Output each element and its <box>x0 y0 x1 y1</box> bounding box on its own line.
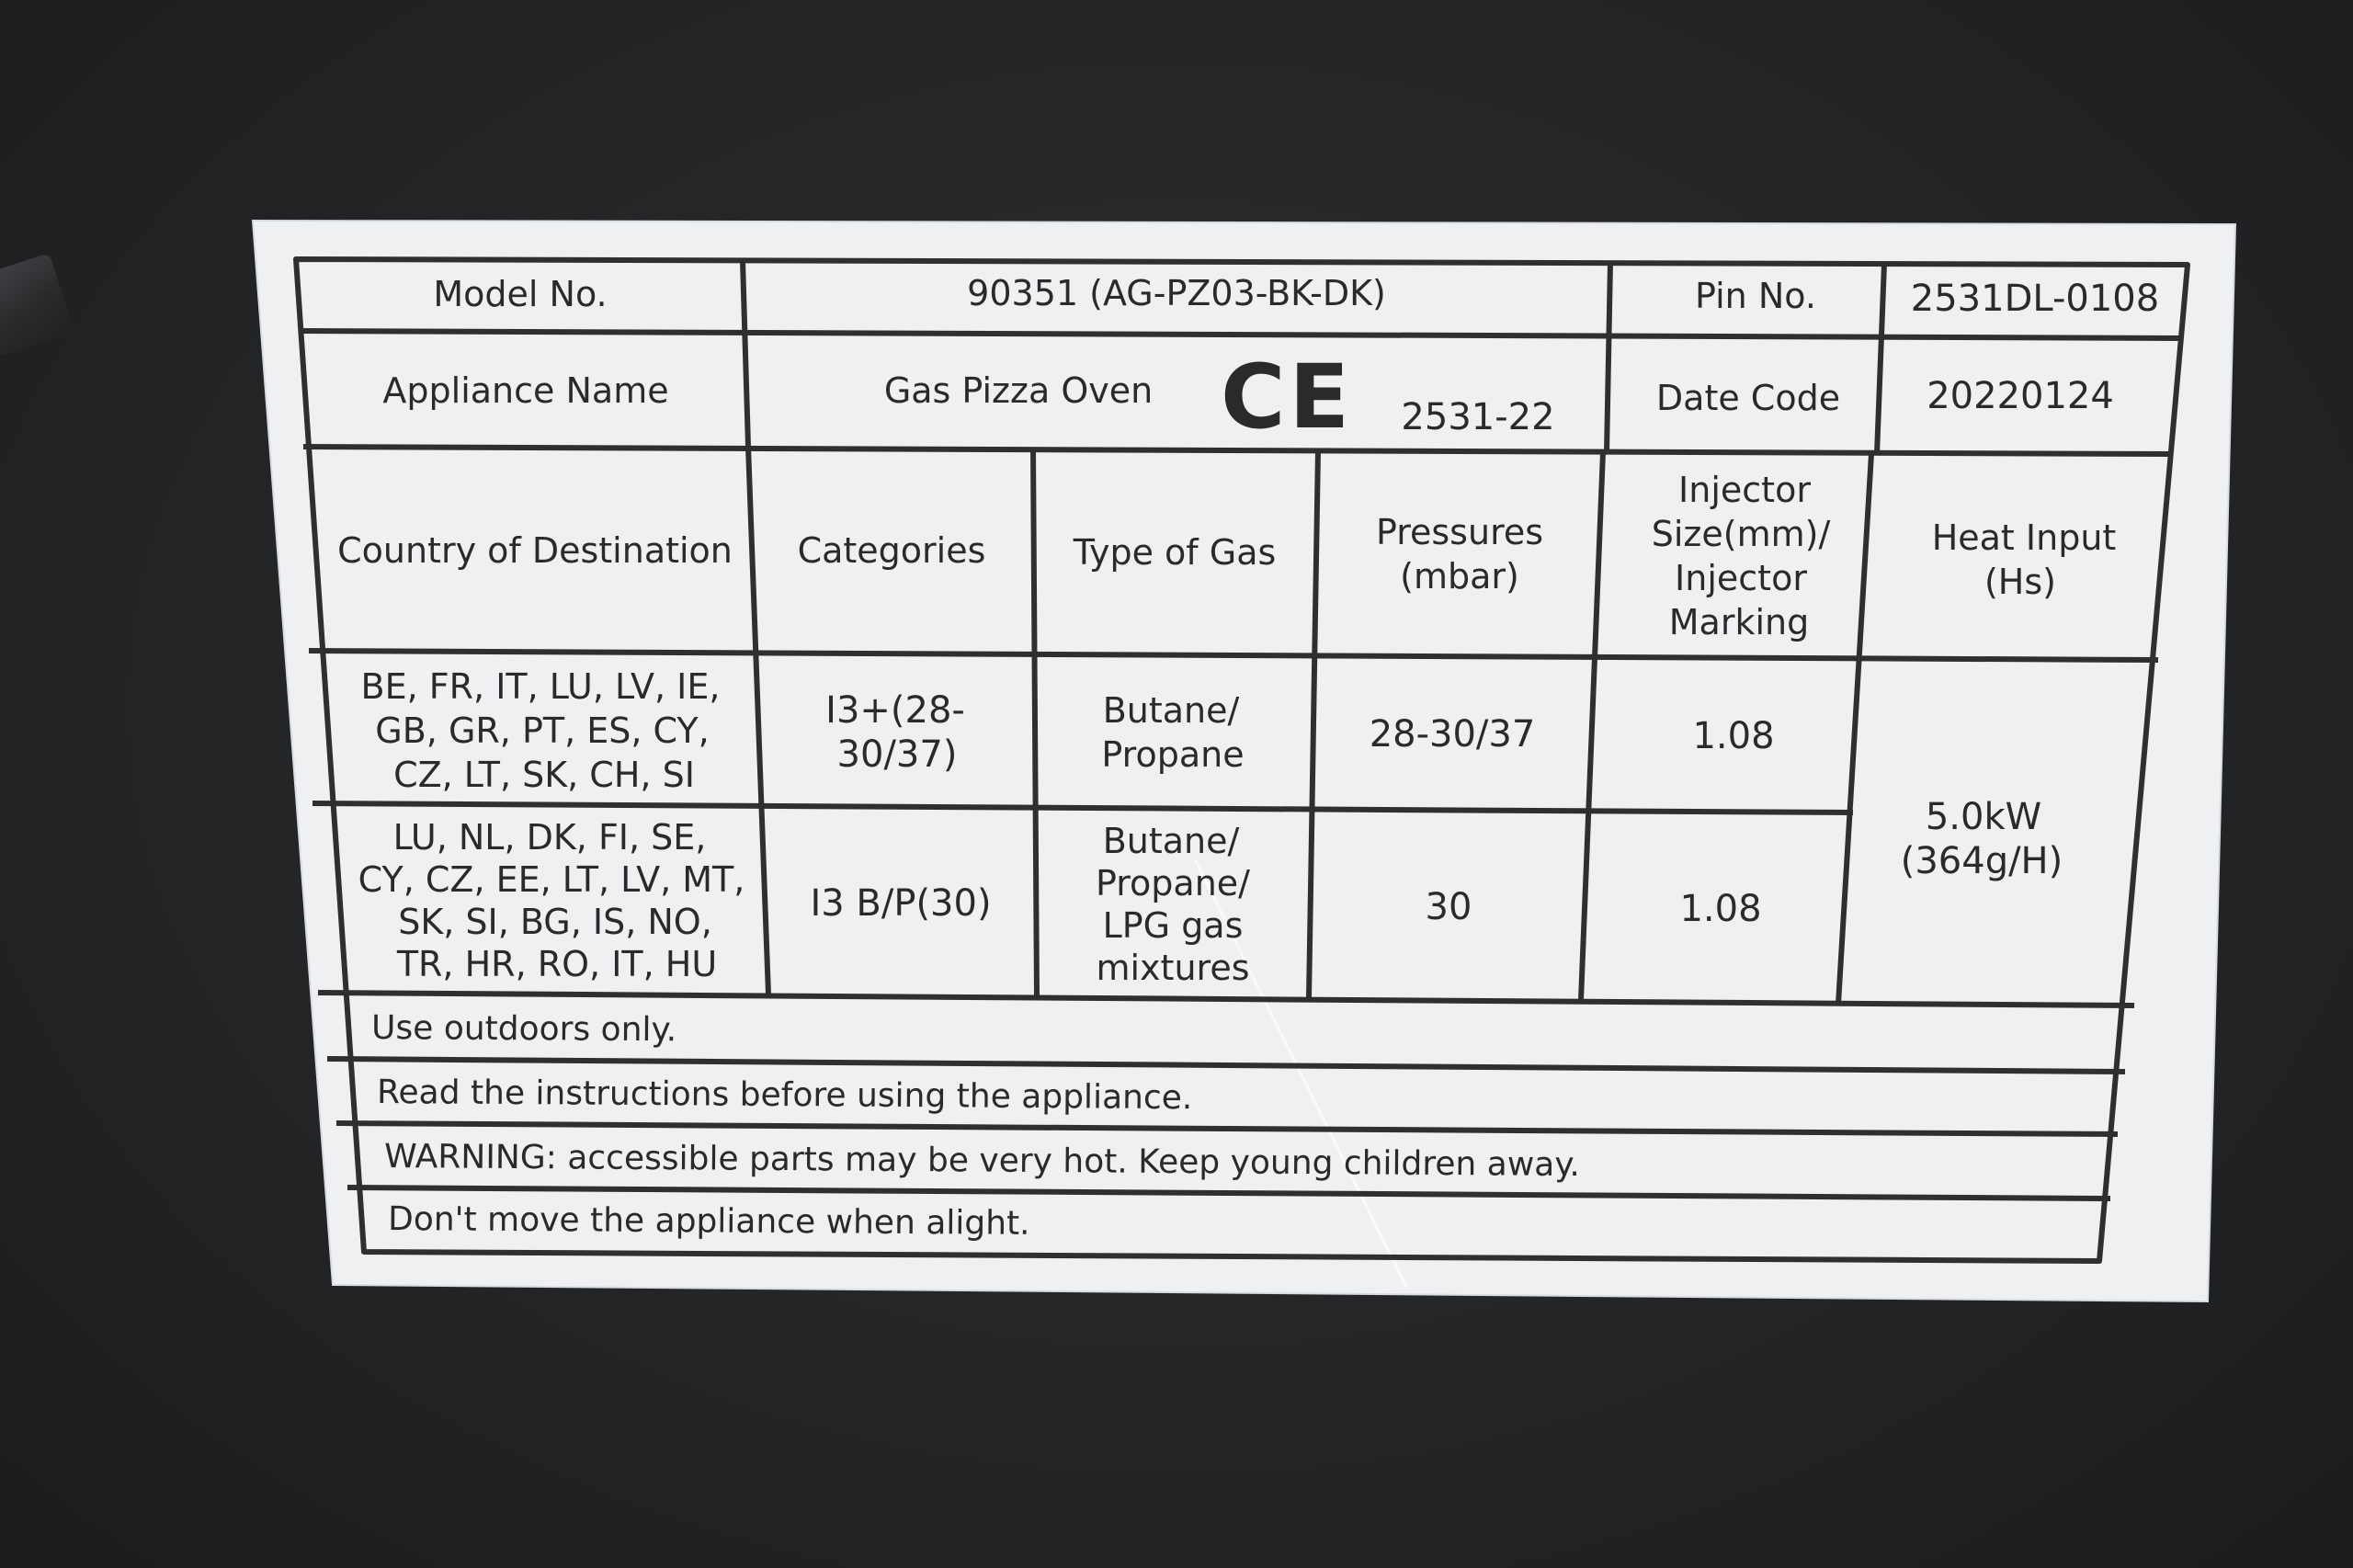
date-code-value: 20220124 <box>1927 375 2114 417</box>
country-line: BE, FR, IT, LU, LV, IE, <box>360 666 721 707</box>
row-2-category <box>810 882 991 925</box>
gas-line: mixtures <box>1096 948 1250 988</box>
pin-number-label: Pin No. <box>1695 276 1816 316</box>
appliance-name-value: Gas Pizza Oven <box>883 370 1154 411</box>
notice-outdoors: Use outdoors only. <box>370 1009 677 1050</box>
pressures-header-line: (mbar) <box>1400 556 1519 597</box>
notice-do-not-move: Don't move the appliance when alight. <box>387 1200 1030 1243</box>
row-1-countries <box>361 666 721 795</box>
ce-mark: CE <box>1220 346 1354 449</box>
gas-line: Butane/ <box>1102 690 1240 731</box>
injector-header-line: Marking <box>1668 602 1810 642</box>
pressures-header-line: Pressures <box>1375 512 1544 552</box>
category-line: I3+(28- <box>825 689 965 732</box>
row-2-pressure: 30 <box>1425 886 1472 928</box>
country-line: CY, CZ, EE, LT, LV, MT, <box>358 859 745 900</box>
categories-header: Categories <box>797 530 986 571</box>
injector-header-line: Size(mm)/ <box>1651 514 1831 554</box>
category-line: I3 B/P(30) <box>810 882 992 925</box>
gas-line: LPG gas <box>1102 905 1244 946</box>
type-of-gas-header: Type of Gas <box>1073 532 1277 573</box>
gas-line: Propane <box>1101 734 1245 775</box>
country-line: LU, NL, DK, FI, SE, <box>392 817 707 858</box>
heat-input-value-line: 5.0kW <box>1925 796 2042 838</box>
date-code-label: Date Code <box>1655 378 1841 418</box>
appliance-name-label: Appliance Name <box>382 370 669 411</box>
country-line: CZ, LT, SK, CH, SI <box>393 755 695 795</box>
injector-header-line: Injector <box>1678 470 1811 510</box>
gas-line: Propane/ <box>1096 863 1250 903</box>
heat-input-header-line: (Hs) <box>1984 562 2057 602</box>
country-of-destination-header: Country of Destination <box>337 530 733 571</box>
pin-number-value: 2531DL-0108 <box>1910 278 2160 320</box>
model-number-label: Model No. <box>433 274 608 314</box>
injector-header-line: Injector <box>1675 558 1807 598</box>
country-line: GB, GR, PT, ES, CY, <box>375 710 710 751</box>
country-line: SK, SI, BG, IS, NO, <box>398 902 712 942</box>
row-2-injector: 1.08 <box>1679 888 1762 930</box>
ce-notified-body-number: 2531-22 <box>1401 396 1555 438</box>
rule-col-category <box>1033 449 1037 996</box>
category-line: 30/37) <box>836 733 958 776</box>
gas-line: Butane/ <box>1102 821 1240 861</box>
country-line: TR, HR, RO, IT, HU <box>396 944 718 984</box>
notice-warning: WARNING: accessible parts may be very hot. Keep young children away. <box>383 1138 1581 1185</box>
model-number-value: 90351 (AG-PZ03-BK-DK) <box>967 273 1386 313</box>
heat-input-header-line: Heat Input <box>1931 517 2117 558</box>
row-1-injector: 1.08 <box>1692 715 1775 757</box>
row-1-pressure: 28-30/37 <box>1369 713 1536 756</box>
rule-col-pin-label <box>1607 263 1610 452</box>
notice-read-instructions: Read the instructions before using the appliance. <box>376 1074 1193 1118</box>
heat-input-value-line: (364g/H) <box>1900 840 2063 882</box>
